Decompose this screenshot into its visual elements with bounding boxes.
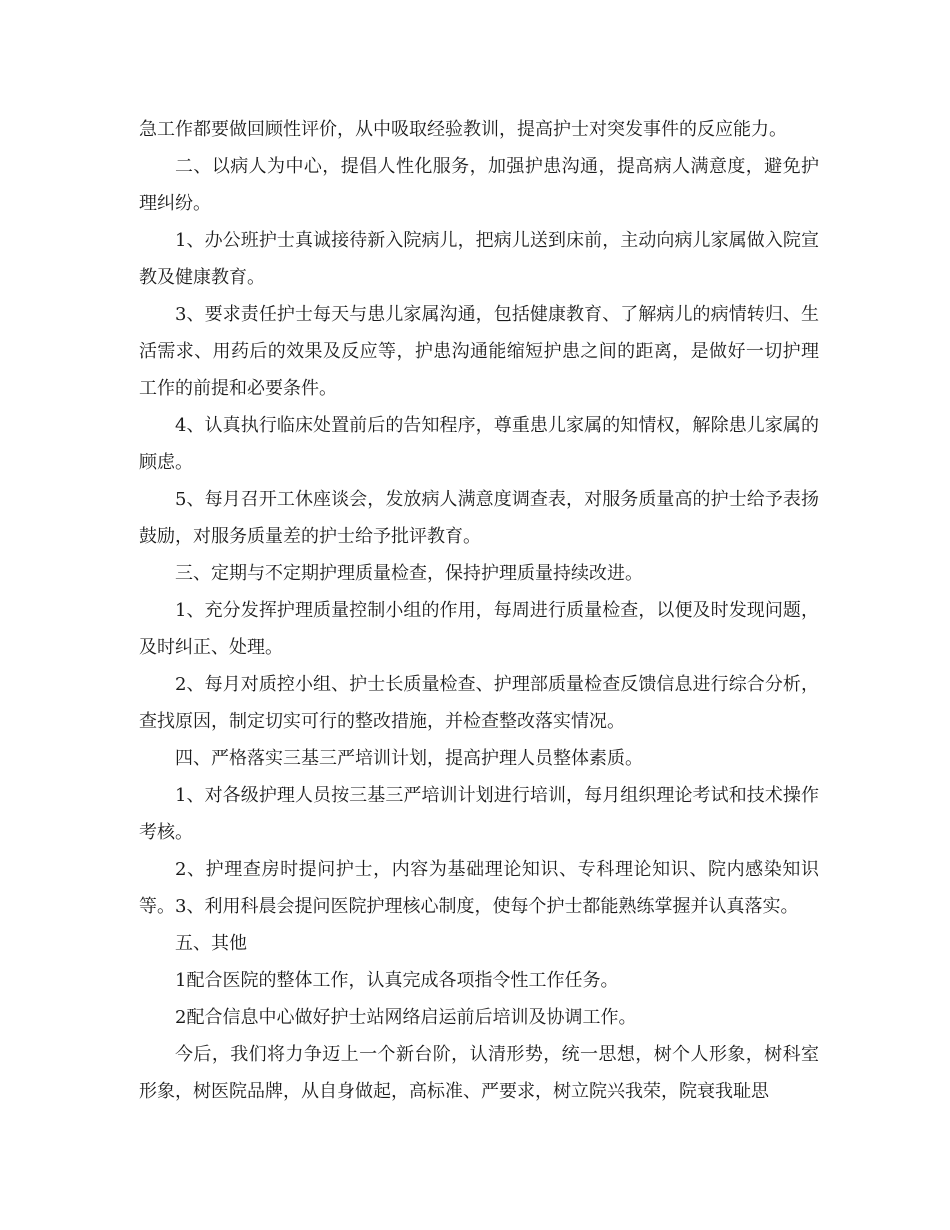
paragraph-item: 2配合信息中心做好护士站网络启运前后培训及协调工作。 <box>175 1007 637 1028</box>
paragraph-continuation: 急工作都要做回顾性评价，从中吸取经验教训，提高护士对突发事件的反应能力。 <box>139 119 787 140</box>
section-heading-3: 三、定期与不定期护理质量检查，保持护理质量持续改进。 <box>175 563 643 584</box>
section-heading-4: 四、严格落实三基三严培训计划，提高护理人员整体素质。 <box>175 748 643 769</box>
paragraph-item: 5、每月召开工休座谈会，发放病人满意度调查表，对服务质量高的护士给予表扬鼓励，对服务质量差的护士给予批评教育。 <box>139 489 819 547</box>
paragraph-item: 3、要求责任护士每天与患儿家属沟通，包括健康教育、了解病儿的病情转归、生活需求、用药后的效果及反应等，护患沟通能缩短护患之间的距离，是做好一切护理工作的前提和必要条件。 <box>139 304 819 399</box>
paragraph-item: 1、对各级护理人员按三基三严培训计划进行培训，每月组织理论考试和技术操作考核。 <box>139 785 819 843</box>
paragraph-item: 1、充分发挥护理质量控制小组的作用，每周进行质量检查，以便及时发现问题，及时纠正、处理。 <box>139 600 819 658</box>
paragraph-item: 2、护理查房时提问护士，内容为基础理论知识、专科理论知识、院内感染知识等。3、利用科晨会提问医院护理核心制度，使每个护士都能熟练掌握并认真落实。 <box>139 859 819 917</box>
section-heading-2: 二、以病人为中心，提倡人性化服务，加强护患沟通，提高病人满意度，避免护理纠纷。 <box>139 156 819 214</box>
document-body <box>139 111 819 1110</box>
paragraph-closing: 今后，我们将力争迈上一个新台阶，认清形势，统一思想，树个人形象，树科室形象，树医院品牌，从自身做起，高标准、严要求，树立院兴我荣，院衰我耻思 <box>139 1044 819 1102</box>
paragraph-item: 1、办公班护士真诚接待新入院病儿，把病儿送到床前，主动向病儿家属做入院宣教及健康教育。 <box>139 230 819 288</box>
paragraph-item: 4、认真执行临床处置前后的告知程序，尊重患儿家属的知情权，解除患儿家属的顾虑。 <box>139 415 819 473</box>
section-heading-5: 五、其他 <box>175 933 247 954</box>
paragraph-item: 2、每月对质控小组、护士长质量检查、护理部质量检查反馈信息进行综合分析，查找原因，制定切实可行的整改措施，并检查整改落实情况。 <box>139 674 819 732</box>
paragraph-item: 1配合医院的整体工作，认真完成各项指令性工作任务。 <box>175 970 619 991</box>
